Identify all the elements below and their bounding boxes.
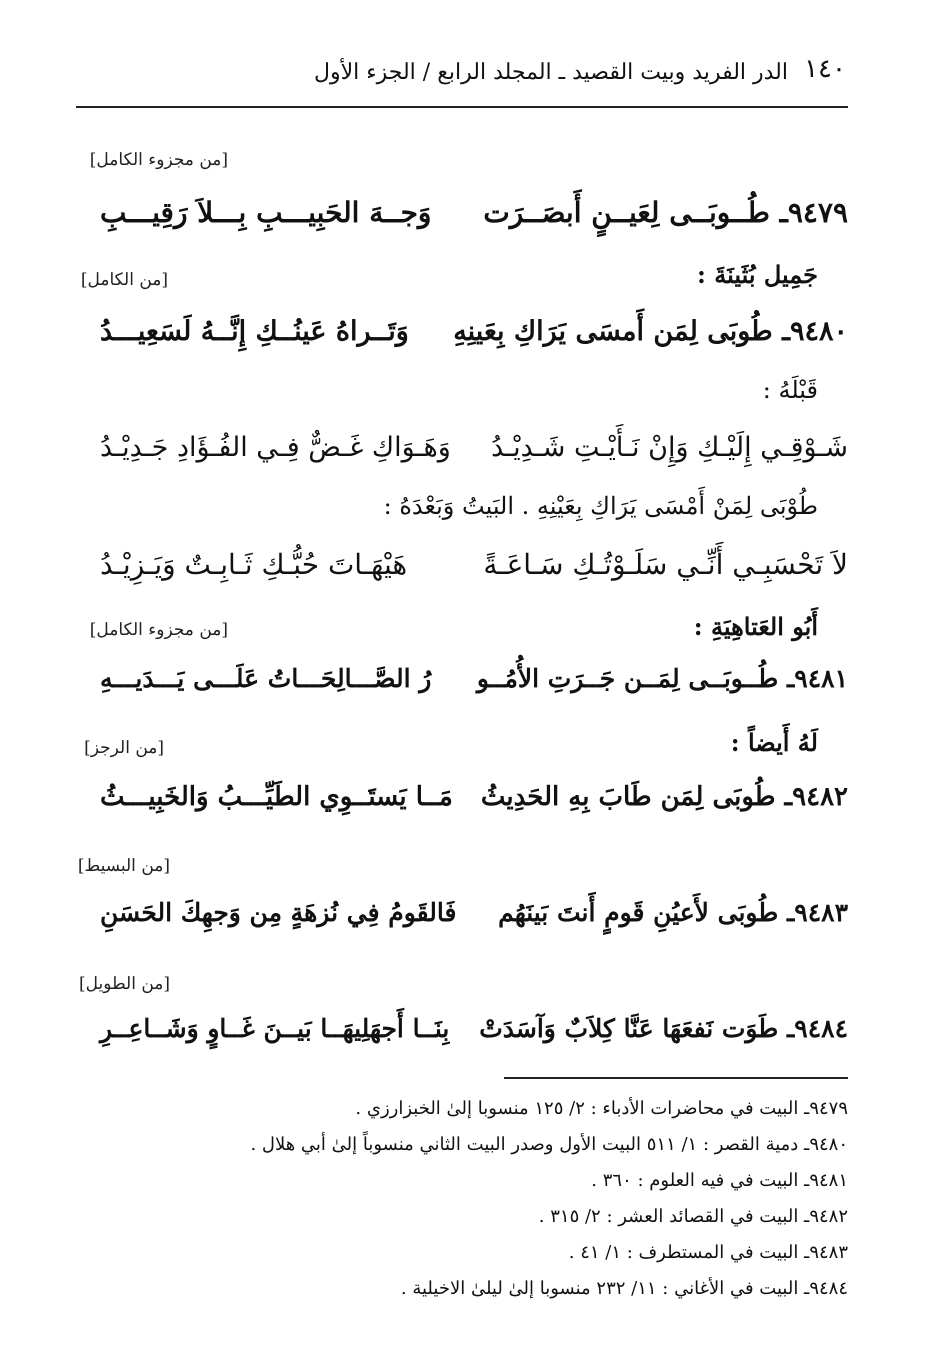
verse-first-hemistich: ٩٤٧٩ـ طُــوبَــى لِعَيــنٍ أَبصَــرَت — [483, 196, 848, 229]
meter-label: [من مجزوء الكامل] — [89, 150, 228, 170]
verse-9482 — [100, 782, 848, 830]
verse-second-hemistich: بِنَــا أَجهَلِيهَــا بَيــنَ غَــاوٍ وَشَــاعِــرِ — [100, 1014, 450, 1043]
meter-label: [من مجزوء الكامل] — [89, 620, 228, 640]
footnote: ٩٤٨١ـ البيت في فيه العلوم : ٣٦٠ . — [591, 1170, 848, 1191]
verse-second-hemistich: وَتَــراهُ عَينُــكِ إِنَّــهُ لَسَعِيـــدُ — [100, 316, 409, 347]
verse-second-hemistich: هَيْهَـاتَ حُبُّـكِ ثَـابِـتٌ وَيَـزِيْـدُ — [100, 548, 408, 581]
page-number: ١٤٠ — [804, 54, 846, 84]
footnote: ٩٤٨٢ـ البيت في القصائد العشر : ٢/ ٣١٥ . — [538, 1206, 848, 1227]
verse-first-hemistich: ٩٤٨١ـ طُــوبَــى لِمَــن جَــرَتِ الأُمُــو — [476, 664, 848, 693]
poet-name: لَهُ أَيضاً : — [730, 728, 818, 757]
footnote: ٩٤٨٣ـ البيت في المستطرف : ١/ ٤١ . — [568, 1242, 848, 1263]
verse-second-hemistich: فَالقَومُ فِي نُزهَةٍ مِن وَجهِكَ الحَسَنِ — [100, 898, 457, 927]
verse-first-hemistich: شَـوْقِـي إِلَيْـكِ وَإِنْ نَـأَيْـتِ شَـدِيْـدُ — [491, 432, 848, 463]
meter-label: [من الكامل] — [80, 270, 168, 290]
poet-name: جَمِيل بُثَينَةَ : — [697, 260, 818, 289]
verse-first-hemistich: ٩٤٨٤ـ طَوَت نَفعَهَا عَنَّا كِلاَبٌ وَآسَدَتْ — [479, 1014, 848, 1043]
verse-9483 — [100, 898, 848, 946]
verse-second-hemistich: مَــا يَستَــوِي الطَيِّـــبُ وَالخَبِيـــثُ — [100, 782, 453, 812]
verse-9480 — [100, 316, 848, 364]
footnote: ٩٤٨٤ـ البيت في الأغاني : ١١/ ٢٣٢ منسوبا إلىٰ ليلىٰ الاخيلية . — [400, 1278, 848, 1299]
footnote: ٩٤٧٩ـ البيت في محاضرات الأدباء : ٢/ ١٢٥ منسوبا إلىٰ الخبزارزي . — [355, 1098, 848, 1119]
footnote-rule — [504, 1077, 848, 1079]
poet-name: أَبُو العَتاهِيَةِ : — [693, 612, 818, 641]
footnote: ٩٤٨٠ـ دمية القصر : ١/ ٥١١ البيت الأول وصدر البيت الثاني منسوباً إلىٰ أبي هلال . — [250, 1134, 848, 1155]
verse-second-hemistich: رُ الصَّـــالِحَـــاتُ عَلَـــى يَـــدَيـــهِ — [100, 664, 432, 693]
verse-first-hemistich: ٩٤٨٣ـ طُوبَى لأَعيُنِ قَومٍ أَنتَ بَينَهُم — [498, 898, 848, 927]
verse-first-hemistich: ٩٤٨٢ـ طُوبَى لِمَن طَابَ بِهِ الحَدِيثُ — [480, 782, 848, 812]
connecting-text: طُوْبَى لِمَنْ أَمْسَى يَرَاكِ بِعَيْنِهِ . البَيتُ وَبَعْدَهُ : — [383, 492, 818, 520]
quoted-verse — [100, 432, 848, 480]
verse-9484 — [100, 1014, 848, 1062]
verse-second-hemistich: وَجــهَ الحَبِيـــبِ بِـــلاَ رَقِيـــبِ — [100, 196, 432, 229]
verse-first-hemistich: ٩٤٨٠ـ طُوبَى لِمَن أَمسَى يَرَاكِ بِعَينِهِ — [453, 316, 848, 347]
quoted-verse — [100, 548, 848, 596]
meter-label: [من البسيط] — [77, 856, 170, 876]
verse-first-hemistich: لاَ تَحْسَبِـي أَنِّـي سَلَـوْتُـكِ سَـاعَـةً — [483, 548, 848, 581]
running-header: الدر الفريد وبيت القصيد ـ المجلد الرابع / الجزء الأول — [314, 60, 788, 85]
meter-label: [من الرجز] — [84, 738, 164, 758]
verse-9479 — [100, 196, 848, 244]
intro-text: قَبْلَهُ : — [762, 376, 818, 404]
verse-9481 — [100, 664, 848, 712]
meter-label: [من الطويل] — [79, 974, 170, 994]
verse-second-hemistich: وَهَـوَاكِ غَـضٌّ فِـي الفُـؤَادِ جَـدِيْـدُ — [100, 432, 451, 463]
header-rule — [76, 106, 848, 108]
